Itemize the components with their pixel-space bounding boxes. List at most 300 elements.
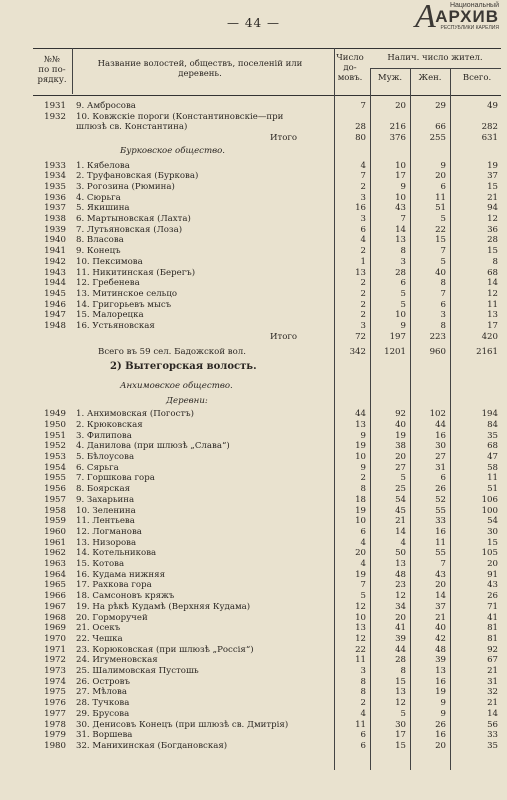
male-cell: 10 [395, 160, 406, 171]
male-cell: 10 [395, 310, 406, 321]
row-number: 1951 [44, 430, 66, 441]
total-cell: 15 [487, 246, 498, 257]
female-cell: 39 [435, 655, 446, 666]
rule [370, 68, 501, 69]
male-cell: 25 [395, 484, 406, 495]
houses-cell: 5 [360, 591, 366, 602]
male-cell: 4 [400, 537, 406, 548]
houses-cell: 9 [360, 462, 366, 473]
settlement-name: 14. Григорьевъ мысъ [76, 299, 172, 310]
houses-cell: 2 [360, 246, 366, 257]
settlement-name: 4. Данилова (при шлюзѣ „Слава“) [76, 441, 230, 452]
houses-cell: 18 [355, 494, 366, 505]
houses-cell: 1 [360, 256, 366, 267]
female-cell: 21 [435, 612, 446, 623]
settlement-name: 27. Мѣлова [76, 687, 127, 698]
header-male: Муж. [377, 73, 403, 83]
houses-cell: 7 [360, 171, 366, 182]
total-cell: 32 [487, 687, 498, 698]
settlement-name: 29. Брусова [76, 708, 130, 719]
female-cell: 9 [440, 698, 446, 709]
row-number: 1940 [44, 235, 66, 246]
settlement-name: 8. Власова [76, 235, 124, 246]
houses-cell: 4 [360, 708, 366, 719]
male-cell: 14 [395, 224, 406, 235]
sub-heading: Деревни: [166, 395, 208, 406]
male-cell: 38 [395, 441, 406, 452]
row-number: 1964 [44, 569, 66, 580]
female-cell: 8 [440, 278, 446, 289]
female-cell: 6 [440, 299, 446, 310]
male-cell: 17 [395, 171, 406, 182]
houses-cell: 3 [360, 214, 366, 224]
male-cell: 45 [395, 505, 406, 516]
male-cell: 9 [400, 321, 406, 331]
total-cell: 94 [487, 203, 498, 214]
houses-cell: 6 [360, 224, 366, 235]
row-number: 1971 [44, 644, 66, 655]
row-number: 1945 [44, 288, 66, 299]
houses-cell: 6 [360, 740, 366, 751]
male-cell: 15 [395, 676, 406, 687]
total-cell: 35 [487, 430, 498, 441]
total-cell: 8 [492, 256, 498, 267]
settlement-name: 1. Анхимовская (Погостъ) [76, 409, 194, 420]
settlement-name: 15. Котова [76, 559, 125, 569]
female-cell: 37 [435, 601, 446, 612]
settlement-name: 12. Гребенева [76, 278, 140, 289]
row-number: 1949 [44, 409, 66, 420]
settlement-name: 18. Самсоновъ кряжъ [76, 591, 175, 602]
female-cell: 40 [435, 267, 446, 278]
row-number: 1968 [44, 612, 66, 623]
settlement-name: 31. Воршева [76, 730, 133, 741]
houses-cell: 44 [355, 409, 366, 420]
row-number: 1973 [44, 666, 66, 676]
total-cell: 43 [487, 580, 498, 591]
total-cell: 631 [481, 133, 498, 144]
row-number: 1932 [44, 111, 66, 122]
male-cell: 9 [400, 181, 406, 192]
male-cell: 20 [395, 612, 406, 623]
total-cell: 68 [487, 441, 498, 452]
female-cell: 20 [435, 740, 446, 751]
row-number: 1938 [44, 214, 66, 224]
houses-cell: 342 [349, 347, 366, 358]
settlement-name: 5. Бѣлоусова [76, 452, 135, 462]
female-cell: 55 [435, 505, 446, 516]
female-cell: 52 [435, 494, 446, 505]
female-cell: 6 [440, 181, 446, 192]
settlement-name: 6. Сярьга [76, 462, 119, 473]
male-cell: 1201 [384, 347, 406, 358]
houses-cell: 10 [355, 612, 366, 623]
male-cell: 10 [395, 192, 406, 203]
row-number: 1972 [44, 655, 66, 666]
row-number: 1947 [44, 310, 66, 321]
male-cell: 40 [395, 419, 406, 430]
houses-cell: 19 [355, 441, 366, 452]
male-cell: 48 [395, 569, 406, 580]
total-cell: 20 [487, 559, 498, 569]
grand-total-label: Всего въ 59 сел. Бадожской вол. [98, 347, 246, 358]
female-cell: 43 [435, 569, 446, 580]
male-cell: 14 [395, 526, 406, 537]
male-cell: 13 [395, 235, 406, 246]
row-number: 1937 [44, 203, 66, 214]
settlement-name: 10. Ковжскіе пороги (Константиновскіе—при [76, 111, 284, 122]
male-cell: 216 [389, 122, 406, 133]
row-number: 1961 [44, 537, 66, 548]
settlement-name: 14. Котельникова [76, 548, 157, 559]
settlement-name: 5. Якишина [76, 203, 130, 214]
houses-cell: 4 [360, 235, 366, 246]
row-number: 1979 [44, 730, 66, 741]
total-cell: 56 [487, 719, 498, 730]
male-cell: 28 [395, 655, 406, 666]
male-cell: 17 [395, 730, 406, 741]
settlement-name: 25. Шалимовская Пустошь [76, 666, 199, 676]
female-cell: 7 [440, 559, 446, 569]
total-cell: 17 [487, 321, 498, 331]
total-cell: 105 [481, 548, 498, 559]
female-cell: 15 [435, 235, 446, 246]
watermark-line2: АРХИВ [435, 7, 499, 26]
table-header [33, 48, 501, 96]
settlement-name: 9. Захарьина [76, 494, 135, 505]
watermark-line3: РЕСПУБЛИКИ КАРЕЛИЯ [440, 25, 499, 31]
houses-cell: 13 [355, 419, 366, 430]
total-cell: 28 [487, 235, 498, 246]
houses-cell: 12 [355, 633, 366, 644]
settlement-name: 13. Низорова [76, 537, 137, 548]
row-number: 1943 [44, 267, 66, 278]
male-cell: 5 [400, 473, 406, 484]
total-cell: 14 [487, 708, 498, 719]
female-cell: 40 [435, 623, 446, 634]
settlement-name: 21. Осекъ [76, 623, 121, 634]
archive-watermark [411, 2, 499, 38]
row-number: 1955 [44, 473, 66, 484]
row-number: 1965 [44, 580, 66, 591]
male-cell: 34 [395, 601, 406, 612]
male-cell: 12 [395, 591, 406, 602]
settlement-name: 10. Пексимова [76, 256, 143, 267]
total-cell: 58 [487, 462, 498, 473]
settlement-name: 24. Игуменовская [76, 655, 158, 666]
total-cell: 36 [487, 224, 498, 235]
settlement-name: шлюзѣ св. Константина) [76, 122, 188, 133]
rule [72, 48, 73, 94]
female-cell: 26 [435, 484, 446, 495]
female-cell: 9 [440, 160, 446, 171]
houses-cell: 20 [355, 548, 366, 559]
female-cell: 9 [440, 708, 446, 719]
houses-cell: 22 [355, 644, 366, 655]
houses-cell: 13 [355, 623, 366, 634]
male-cell: 50 [395, 548, 406, 559]
female-cell: 5 [440, 214, 446, 224]
houses-cell: 4 [360, 160, 366, 171]
society-heading: Анхимовское общество. [120, 380, 233, 391]
settlement-name: 9. Амбросова [76, 101, 136, 111]
female-cell: 20 [435, 580, 446, 591]
houses-cell: 10 [355, 452, 366, 462]
settlement-name: 9. Конецъ [76, 246, 121, 257]
male-cell: 5 [400, 708, 406, 719]
houses-cell: 6 [360, 526, 366, 537]
row-number: 1956 [44, 484, 66, 495]
total-cell: 420 [481, 331, 498, 342]
settlement-name: 11. Никитинская (Берегъ) [76, 267, 196, 278]
row-number: 1957 [44, 494, 66, 505]
total-cell: 12 [487, 288, 498, 299]
settlement-name: 4. Сюрьга [76, 192, 121, 203]
houses-cell: 10 [355, 516, 366, 527]
settlement-name: 10. Зеленина [76, 505, 136, 516]
settlement-name: 26. Островъ [76, 676, 130, 687]
row-number: 1960 [44, 526, 66, 537]
total-cell: 2161 [476, 347, 498, 358]
male-cell: 41 [395, 623, 406, 634]
houses-cell: 11 [355, 655, 366, 666]
watermark-line1: Национальный [449, 2, 499, 9]
row-number: 1980 [44, 740, 66, 751]
houses-cell: 3 [360, 666, 366, 676]
houses-cell: 4 [360, 537, 366, 548]
row-number: 1935 [44, 181, 66, 192]
houses-cell: 2 [360, 181, 366, 192]
houses-cell: 28 [355, 122, 366, 133]
settlement-name: 16. Кудама нижняя [76, 569, 165, 580]
settlement-name: 16. Устьяновская [76, 321, 155, 331]
volost-heading: 2) Вытегорская волость. [110, 361, 257, 373]
row-number: 1931 [44, 101, 66, 111]
total-cell: 13 [487, 310, 498, 321]
total-cell: 54 [487, 516, 498, 527]
row-number: 1934 [44, 171, 66, 182]
settlement-name: 11. Лентьева [76, 516, 135, 527]
houses-cell: 8 [360, 687, 366, 698]
houses-cell: 3 [360, 321, 366, 331]
total-cell: 30 [487, 526, 498, 537]
row-number: 1946 [44, 299, 66, 310]
male-cell: 6 [400, 278, 406, 289]
female-cell: 51 [435, 203, 446, 214]
female-cell: 22 [435, 224, 446, 235]
total-cell: 84 [487, 419, 498, 430]
total-cell: 106 [481, 494, 498, 505]
houses-cell: 2 [360, 310, 366, 321]
total-cell: 21 [487, 698, 498, 709]
female-cell: 29 [435, 101, 446, 111]
houses-cell: 8 [360, 676, 366, 687]
female-cell: 8 [440, 321, 446, 331]
male-cell: 7 [400, 214, 406, 224]
settlement-name: 19. На рѣкѣ Кудамѣ (Верхняя Кудама) [76, 601, 251, 612]
male-cell: 44 [395, 644, 406, 655]
total-cell: 33 [487, 730, 498, 741]
row-number: 1975 [44, 687, 66, 698]
row-number: 1953 [44, 452, 66, 462]
houses-cell: 80 [355, 133, 366, 144]
houses-cell: 19 [355, 569, 366, 580]
total-cell: 282 [481, 122, 498, 133]
male-cell: 3 [400, 256, 406, 267]
row-number: 1969 [44, 623, 66, 634]
row-number: 1970 [44, 633, 66, 644]
settlement-name: 2. Труфановская (Буркова) [76, 171, 199, 182]
female-cell: 14 [435, 591, 446, 602]
houses-cell: 4 [360, 559, 366, 569]
female-cell: 42 [435, 633, 446, 644]
total-cell: 11 [487, 299, 498, 310]
female-cell: 6 [440, 473, 446, 484]
settlement-name: 23. Корюковская (при шлюзѣ „Россія“) [76, 644, 254, 655]
settlement-name: 12. Логманова [76, 526, 142, 537]
total-cell: 21 [487, 666, 498, 676]
male-cell: 376 [389, 133, 406, 144]
houses-cell: 2 [360, 288, 366, 299]
settlement-name: 13. Митинское сельцо [76, 288, 178, 299]
total-cell: 49 [487, 101, 498, 111]
header-total: Всего. [462, 73, 492, 83]
female-cell: 960 [429, 347, 446, 358]
subtotal-label: Итого [270, 331, 298, 342]
settlement-name: 7. Горшкова гора [76, 473, 155, 484]
male-cell: 8 [400, 666, 406, 676]
houses-cell: 12 [355, 601, 366, 612]
total-cell: 35 [487, 740, 498, 751]
houses-cell: 72 [355, 331, 366, 342]
settlement-name: 17. Рахкова гора [76, 580, 152, 591]
total-cell: 100 [481, 505, 498, 516]
society-heading: Бурковское общество. [120, 145, 226, 156]
settlement-name: 20. Горморучей [76, 612, 148, 623]
archive-logo-letter: А [415, 0, 436, 35]
male-cell: 13 [395, 559, 406, 569]
male-cell: 21 [395, 516, 406, 527]
total-cell: 21 [487, 192, 498, 203]
row-number: 1966 [44, 591, 66, 602]
row-number: 1963 [44, 559, 66, 569]
total-cell: 81 [487, 623, 498, 634]
female-cell: 7 [440, 246, 446, 257]
female-cell: 16 [435, 430, 446, 441]
total-cell: 15 [487, 537, 498, 548]
subtotal-label: Итого [270, 133, 298, 144]
female-cell: 3 [440, 310, 446, 321]
houses-cell: 3 [360, 192, 366, 203]
total-cell: 41 [487, 612, 498, 623]
header-houses: Число до- мовъ. [336, 53, 364, 83]
male-cell: 197 [389, 331, 406, 342]
row-number: 1942 [44, 256, 66, 267]
row-number: 1958 [44, 505, 66, 516]
row-number: 1962 [44, 548, 66, 559]
female-cell: 30 [435, 441, 446, 452]
female-cell: 102 [429, 409, 446, 420]
row-number: 1976 [44, 698, 66, 709]
settlement-name: 22. Чешка [76, 633, 123, 644]
female-cell: 5 [440, 256, 446, 267]
settlement-name: 15. Малорецка [76, 310, 144, 321]
houses-cell: 13 [355, 267, 366, 278]
female-cell: 44 [435, 419, 446, 430]
houses-cell: 7 [360, 580, 366, 591]
male-cell: 8 [400, 246, 406, 257]
header-population: Налич. число жител. [387, 53, 483, 63]
total-cell: 51 [487, 484, 498, 495]
male-cell: 43 [395, 203, 406, 214]
female-cell: 16 [435, 676, 446, 687]
houses-cell: 16 [355, 203, 366, 214]
houses-cell: 2 [360, 299, 366, 310]
row-number: 1954 [44, 462, 66, 473]
male-cell: 13 [395, 687, 406, 698]
total-cell: 19 [487, 160, 498, 171]
header-name: Название волостей, обществъ, поселеній или деревень. [97, 59, 303, 79]
female-cell: 55 [435, 548, 446, 559]
row-number: 1944 [44, 278, 66, 289]
female-cell: 7 [440, 288, 446, 299]
row-number: 1977 [44, 708, 66, 719]
male-cell: 54 [395, 494, 406, 505]
total-cell: 81 [487, 633, 498, 644]
total-cell: 71 [487, 601, 498, 612]
total-cell: 15 [487, 181, 498, 192]
male-cell: 19 [395, 430, 406, 441]
total-cell: 12 [487, 214, 498, 224]
row-number: 1974 [44, 676, 66, 687]
houses-cell: 9 [360, 430, 366, 441]
total-cell: 92 [487, 644, 498, 655]
female-cell: 11 [435, 192, 446, 203]
settlement-name: 32. Манихинская (Богдановская) [76, 740, 228, 751]
male-cell: 28 [395, 267, 406, 278]
total-cell: 26 [487, 591, 498, 602]
header-number: №№ по по- рядку. [37, 55, 67, 85]
settlement-name: 7. Лутьяновская (Лоза) [76, 224, 183, 235]
male-cell: 20 [395, 101, 406, 111]
male-cell: 12 [395, 698, 406, 709]
houses-cell: 2 [360, 278, 366, 289]
female-cell: 20 [435, 171, 446, 182]
settlement-name: 30. Денисовъ Конецъ (при шлюзѣ св. Дмитрія) [76, 719, 289, 730]
row-number: 1967 [44, 601, 66, 612]
houses-cell: 2 [360, 473, 366, 484]
page-number: — 44 — [227, 16, 280, 30]
houses-cell: 7 [360, 101, 366, 111]
total-cell: 68 [487, 267, 498, 278]
total-cell: 31 [487, 676, 498, 687]
female-cell: 13 [435, 666, 446, 676]
female-cell: 223 [429, 331, 446, 342]
female-cell: 48 [435, 644, 446, 655]
total-cell: 47 [487, 452, 498, 462]
row-number: 1936 [44, 192, 66, 203]
row-number: 1978 [44, 719, 66, 730]
houses-cell: 6 [360, 730, 366, 741]
row-number: 1950 [44, 419, 66, 430]
male-cell: 15 [395, 740, 406, 751]
female-cell: 11 [435, 537, 446, 548]
female-cell: 33 [435, 516, 446, 527]
female-cell: 16 [435, 730, 446, 741]
female-cell: 255 [429, 133, 446, 144]
male-cell: 27 [395, 462, 406, 473]
settlement-name: 3. Рогозина (Рюмина) [76, 181, 175, 192]
